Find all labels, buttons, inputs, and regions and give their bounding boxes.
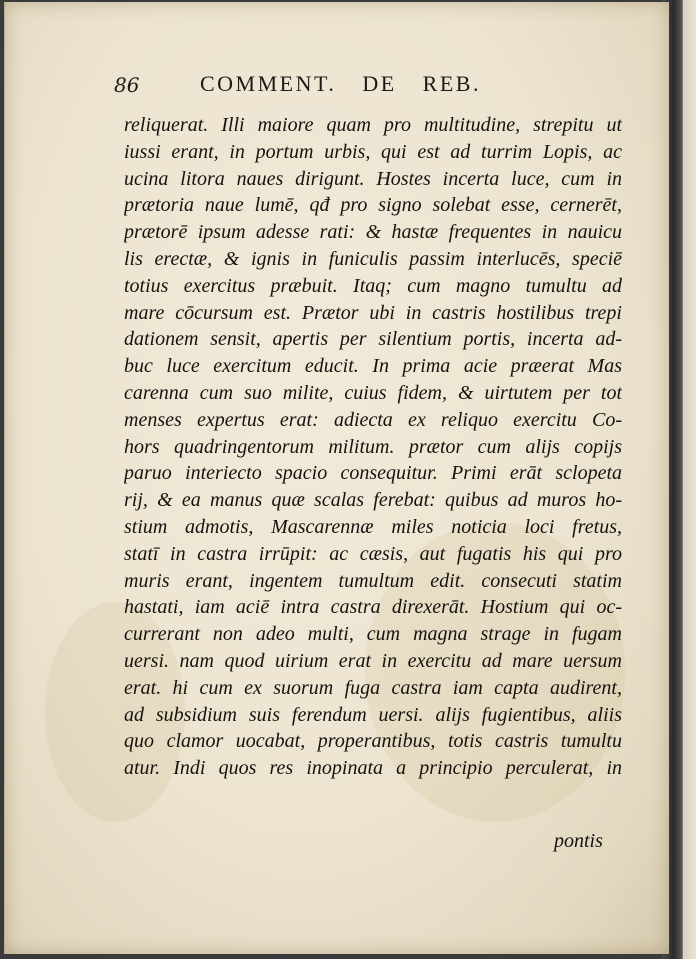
text-line: buc luce exercitum educit. In prima acie præerat Mas bbox=[124, 355, 622, 378]
running-head bbox=[200, 71, 499, 97]
page-number: 86 bbox=[114, 73, 140, 97]
text-line: ad subsidium suis ferendum uersi. alijs fugientibus, aliis bbox=[124, 703, 622, 726]
text-line: muris erant, ingentem tumultum edit. consecuti statim bbox=[124, 569, 622, 592]
text-line: carenna cum suo milite, cuius fidem, & uirtutem per tot bbox=[124, 381, 622, 404]
text-line: uersi. nam quod uirium erat in exercitu ad mare uersum bbox=[124, 649, 622, 672]
text-line: hastati, iam aciē intra castra direxerāt. Hostium qui oc- bbox=[124, 596, 622, 619]
text-line: currerant non adeo multi, cum magna strage in fugam bbox=[124, 623, 622, 646]
text-line: erat. hi cum ex suorum fuga castra iam capta audirent, bbox=[124, 676, 622, 699]
running-head-word: REB. bbox=[422, 71, 481, 96]
catchword: pontis bbox=[554, 830, 603, 852]
text-line: prætorē ipsum adesse rati: & hastæ frequentes in nauicu bbox=[124, 221, 622, 244]
body-text bbox=[124, 112, 622, 782]
text-line: quo clamor uocabat, properantibus, totis castris tumultu bbox=[124, 730, 622, 753]
text-line: stium admotis, Mascarennæ miles noticia loci fretus, bbox=[124, 515, 622, 538]
running-head-word: COMMENT. bbox=[200, 71, 337, 96]
text-line: rij, & ea manus quæ scalas ferebat: quibus ad muros ho- bbox=[124, 489, 622, 512]
text-line: totius exercitus præbuit. Itaq; cum magno tumultu ad bbox=[124, 274, 622, 297]
text-line: atur. Indi quos res inopinata a principio perculerat, in bbox=[124, 757, 622, 780]
text-line: lis erectæ, & ignis in funiculis passim interlucēs, speciē bbox=[124, 247, 622, 270]
text-line: menses expertus erat: adiecta ex reliquo exercitu Co- bbox=[124, 408, 622, 431]
text-line: dationem sensit, apertis per silentium portis, incerta ad- bbox=[124, 328, 622, 351]
text-line: iussi erant, in portum urbis, qui est ad turrim Lopis, ac bbox=[124, 140, 622, 163]
text-line: ucina litora naues dirigunt. Hostes incerta luce, cum in bbox=[124, 167, 622, 190]
running-head-word: DE bbox=[362, 71, 397, 96]
text-line: mare cōcursum est. Prætor ubi in castris hostilibus trepi bbox=[124, 301, 622, 324]
text-line: hors quadringentorum militum. prætor cum alijs copijs bbox=[124, 435, 622, 458]
text-line: prætoria naue lumē, qđ pro signo solebat esse, cernerēt, bbox=[124, 194, 622, 217]
text-line: paruo interiecto spacio consequitur. Primi erāt sclopeta bbox=[124, 462, 622, 485]
text-line: reliquerat. Illi maiore quam pro multitudine, strepitu ut bbox=[124, 114, 622, 136]
text-line: statī in castra irrūpit: ac cæsis, aut fugatis his qui pro bbox=[124, 542, 622, 565]
